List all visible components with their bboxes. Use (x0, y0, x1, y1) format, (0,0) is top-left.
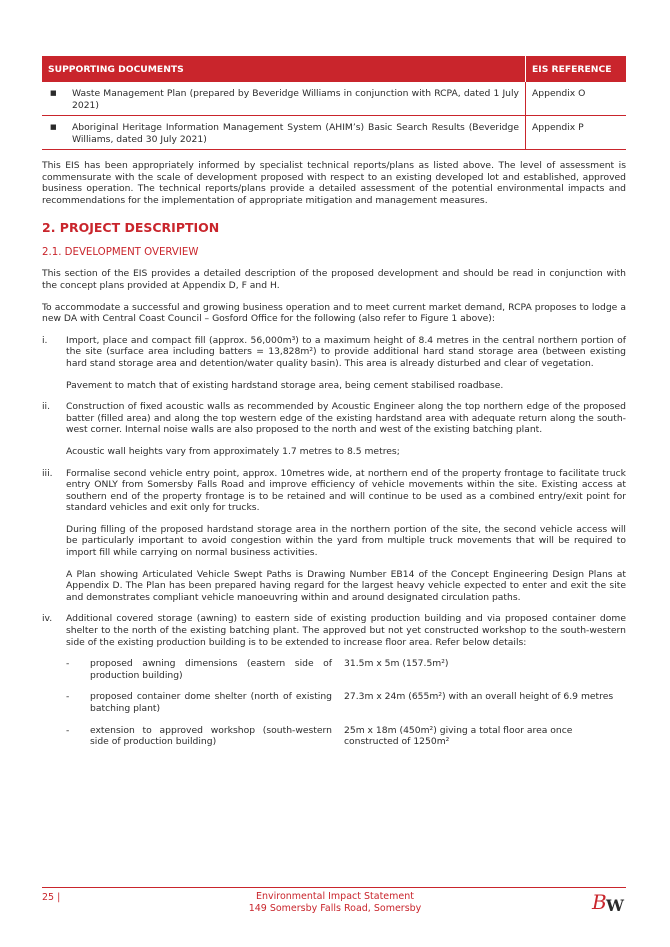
item-paragraph: Acoustic wall heights vary from approximately 1.7 metres to 8.5 metres; (66, 445, 400, 457)
item-paragraph: Pavement to match that of existing hardstand storage area, being cement stabilised roadbase. (66, 379, 504, 391)
page-content (42, 56, 626, 748)
document-reference: Appendix O (526, 82, 627, 116)
item-paragraph: Additional covered storage (awning) to eastern side of existing production building and via proposed container dome shelter to the north of the existing batching plant. The approved but not yet constructed workshop to the south-western side of the existing production building is to be extended to increase floor area. Refer below details: (66, 613, 626, 648)
section-heading: 2. PROJECT DESCRIPTION (42, 220, 220, 236)
table-header-documents: SUPPORTING DOCUMENTS (42, 56, 526, 82)
detail-label: proposed awning dimensions (eastern side of production building) (90, 658, 332, 681)
list-item (42, 401, 626, 457)
document-name: Aboriginal Heritage Information Management System (AHIM’s) Basic Search Results (Beveridge Williams, dated 30 July 2021) (72, 122, 519, 145)
detail-value: 25m x 18m (450m²) giving a total floor area once constructed of 1250m² (344, 724, 573, 748)
page-number: 25 | (42, 892, 61, 903)
detail-value: 31.5m x 5m (157.5m²) (344, 658, 449, 670)
paragraph: This section of the EIS provides a detailed description of the proposed development and should be read in conjunction with the concept plans provided at Appendix D, F and H. (42, 268, 626, 291)
dash-marker: - (66, 691, 70, 703)
list-number: iii. (42, 467, 53, 479)
document-name: Waste Management Plan (prepared by Beveridge Williams in conjunction with RCPA, dated 1 July 2021) (72, 88, 519, 111)
table-row (42, 82, 626, 116)
dash-marker: - (66, 658, 70, 670)
item-paragraph: A Plan showing Articulated Vehicle Swept Paths is Drawing Number EB14 of the Concept Engineering Design Plans at Appendix D. The Plan has been prepared having regard for the largest heavy vehicle expected to enter and exit the site and demonstrates compliant vehicle manoeuvring within and around designated circulation paths. (66, 568, 626, 603)
footer-line-1: Environmental Impact Statement (255, 891, 414, 902)
detail-row (66, 658, 626, 681)
table-header-reference: EIS REFERENCE (526, 56, 627, 82)
detail-label: extension to approved workshop (south-western side of production building) (90, 724, 332, 748)
intro-paragraph: This EIS has been appropriately informed by specialist technical reports/plans as listed above. The level of assessment is commensurate with the scale of development proposed with respect to an existing developed lot and established, approved business operation. The technical reports/plans provide a detailed assessment of the potential environmental impacts and recommendations for the implementation of appropriate mitigation and management measures. (42, 160, 626, 206)
detail-value: 27.3m x 24m (655m²) with an overall height of 6.9 metres (344, 691, 614, 703)
paragraph: To accommodate a successful and growing business operation and to meet current market demand, RCPA proposes to lodge a new DA with Central Coast Council – Gosford Office for the following (also refer to Figure 1 above): (42, 301, 626, 325)
list-number: i. (42, 334, 48, 346)
footer-title (0, 891, 670, 915)
bullet-icon: ■ (50, 89, 57, 97)
item-paragraph: During filling of the proposed hardstand storage area in the northern portion of the site, the second vehicle access will be particularly important to avoid congestion within the yard from multiple truck movements that will be required to import fill while carrying on normal business activities. (66, 523, 626, 559)
svg-text:B: B (592, 890, 607, 914)
detail-label: proposed container dome shelter (north of existing batching plant) (90, 691, 332, 714)
footer-line-2: 149 Somersby Falls Road, Somersby (248, 903, 422, 914)
list-number: iv. (42, 613, 53, 625)
footer-divider (42, 887, 626, 888)
detail-row (66, 725, 626, 748)
dash-marker: - (66, 724, 70, 736)
details-list (66, 658, 626, 748)
item-paragraph: Formalise second vehicle entry point, approx. 10metres wide, at northern end of the property frontage to facilitate truck entry ONLY from Somersby Falls Road and improve efficiency of vehicle movements within the site. Existing access at southern end of the property frontage is to be retained and will continue to be used as a combined entry/exit point for standard vehicles and exit only for trucks. (66, 467, 626, 514)
document-reference: Appendix P (526, 116, 627, 150)
subsection-heading: 2.1. DEVELOPMENT OVERVIEW (42, 247, 199, 259)
item-paragraph: Construction of fixed acoustic walls as recommended by Acoustic Engineer along the top northern edge of the proposed batter (filled area) and along the top western edge of the existing hardstand area with adequate return along the south-west corner. Internal noise walls are also proposed to the north and west of the existing batching plant. (66, 401, 626, 436)
bw-logo-icon (590, 889, 628, 915)
list-item (42, 613, 626, 648)
supporting-documents-table (42, 56, 626, 150)
bullet-icon: ■ (50, 123, 57, 131)
item-paragraph: Import, place and compact fill (approx. 56,000m³) to a maximum height of 8.4 metres in the central northern portion of the site (surface area including batters = 13,828m²) to provide additional hard stand storage area (between existing hard stand storage area and detention/water quality basin). This area is already disturbed and clear of vegetation. (66, 334, 626, 369)
list-number: ii. (42, 401, 51, 413)
detail-row (66, 691, 626, 714)
list-item (42, 468, 626, 604)
list-item (42, 335, 626, 391)
table-row (42, 116, 626, 150)
svg-text:W: W (606, 896, 624, 915)
